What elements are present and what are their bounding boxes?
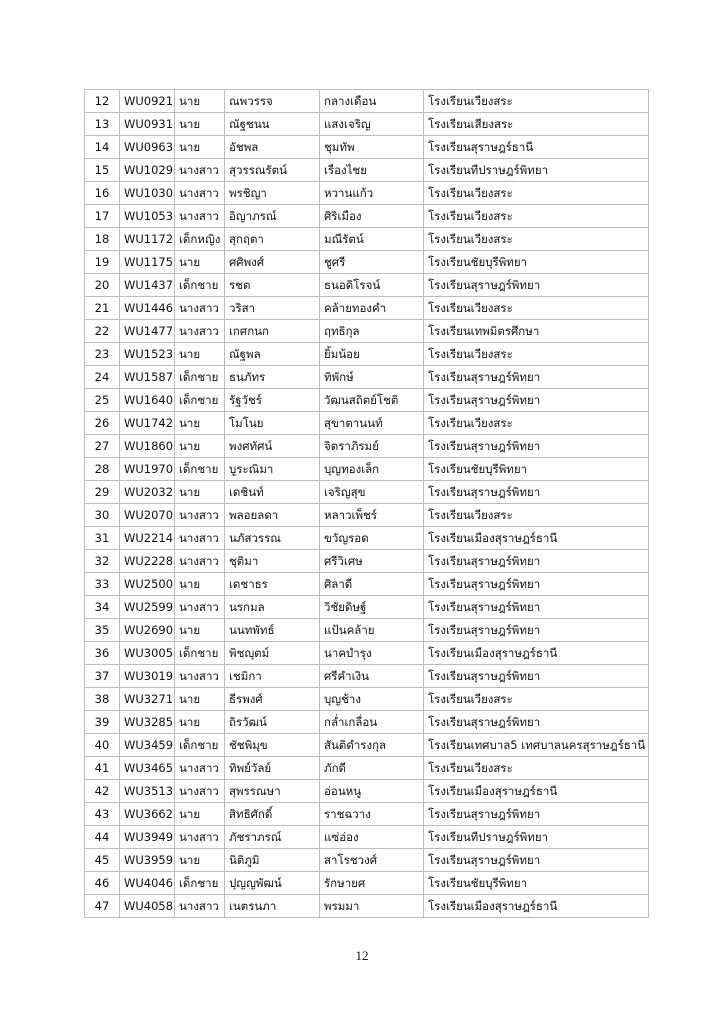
table-row: [85, 159, 649, 182]
row-number-cell: 30: [85, 504, 120, 527]
last-name-cell: ภักดี: [320, 757, 424, 780]
name-title-cell: นาย: [175, 90, 225, 113]
first-name-cell: ณัฐพล: [225, 343, 320, 366]
school-cell: โรงเรียนเทพมิตรศึกษา: [424, 320, 649, 343]
student-id-cell: WU4046: [120, 872, 175, 895]
last-name-cell: ชูศรี: [320, 251, 424, 274]
row-number-cell: 44: [85, 826, 120, 849]
table-row: [85, 205, 649, 228]
school-cell: โรงเรียนสุราษฎร์ธานี: [424, 136, 649, 159]
last-name-cell: ศรีวิเศษ: [320, 550, 424, 573]
last-name-cell: แสงเจริญ: [320, 113, 424, 136]
student-id-cell: WU1970: [120, 458, 175, 481]
first-name-cell: ชุติมา: [225, 550, 320, 573]
last-name-cell: วัฒนสถิตย์โชติ: [320, 389, 424, 412]
table-row: [85, 297, 649, 320]
row-number-cell: 38: [85, 688, 120, 711]
first-name-cell: วริสา: [225, 297, 320, 320]
row-number-cell: 27: [85, 435, 120, 458]
school-cell: โรงเรียนชัยบุรีพิทยา: [424, 458, 649, 481]
student-id-cell: WU1175: [120, 251, 175, 274]
last-name-cell: หลาวเพ็ชร์: [320, 504, 424, 527]
student-id-cell: WU1587: [120, 366, 175, 389]
first-name-cell: อิญาภรณ์: [225, 205, 320, 228]
school-cell: โรงเรียนเวียงสระ: [424, 228, 649, 251]
row-number-cell: 41: [85, 757, 120, 780]
row-number-cell: 21: [85, 297, 120, 320]
school-cell: โรงเรียนสุราษฎร์พิทยา: [424, 711, 649, 734]
school-cell: โรงเรียนทีปราษฎร์พิทยา: [424, 159, 649, 182]
school-cell: โรงเรียนเสียงสระ: [424, 113, 649, 136]
first-name-cell: สุกฤตา: [225, 228, 320, 251]
last-name-cell: กลางเดือน: [320, 90, 424, 113]
last-name-cell: จิตราภิรมย์: [320, 435, 424, 458]
student-id-cell: WU3662: [120, 803, 175, 826]
table-row: [85, 504, 649, 527]
name-title-cell: นางสาว: [175, 826, 225, 849]
row-number-cell: 22: [85, 320, 120, 343]
first-name-cell: พิชญุตม์: [225, 642, 320, 665]
school-cell: โรงเรียนเมืองสุราษฎร์ธานี: [424, 895, 649, 918]
last-name-cell: เรืองไชย: [320, 159, 424, 182]
row-number-cell: 45: [85, 849, 120, 872]
name-title-cell: เด็กชาย: [175, 642, 225, 665]
student-id-cell: WU2214: [120, 527, 175, 550]
row-number-cell: 31: [85, 527, 120, 550]
table-row: [85, 757, 649, 780]
school-cell: โรงเรียนเมืองสุราษฎร์ธานี: [424, 527, 649, 550]
name-title-cell: นาย: [175, 136, 225, 159]
table-row: [85, 320, 649, 343]
student-id-cell: WU2599: [120, 596, 175, 619]
name-title-cell: เด็กชาย: [175, 274, 225, 297]
table-row: [85, 619, 649, 642]
last-name-cell: สันติดำรงกุล: [320, 734, 424, 757]
student-id-cell: WU3513: [120, 780, 175, 803]
last-name-cell: ขวัญรอด: [320, 527, 424, 550]
student-id-cell: WU1523: [120, 343, 175, 366]
row-number-cell: 40: [85, 734, 120, 757]
last-name-cell: ฤทธิกุล: [320, 320, 424, 343]
name-title-cell: เด็กชาย: [175, 872, 225, 895]
school-cell: โรงเรียนสุราษฎร์พิทยา: [424, 573, 649, 596]
table-row: [85, 251, 649, 274]
row-number-cell: 24: [85, 366, 120, 389]
school-cell: โรงเรียนเวียงสระ: [424, 504, 649, 527]
row-number-cell: 26: [85, 412, 120, 435]
row-number-cell: 15: [85, 159, 120, 182]
school-cell: โรงเรียนเมืองสุราษฎร์ธานี: [424, 780, 649, 803]
last-name-cell: บุญทองเล็ก: [320, 458, 424, 481]
name-title-cell: นาย: [175, 688, 225, 711]
last-name-cell: วิชัยดิษฐ์: [320, 596, 424, 619]
table-row: [85, 688, 649, 711]
name-title-cell: นางสาว: [175, 182, 225, 205]
table-row: [85, 734, 649, 757]
name-title-cell: นาย: [175, 113, 225, 136]
first-name-cell: ชัชพิมุข: [225, 734, 320, 757]
school-cell: โรงเรียนเวียงสระ: [424, 343, 649, 366]
name-title-cell: เด็กหญิง: [175, 228, 225, 251]
name-title-cell: นาย: [175, 435, 225, 458]
last-name-cell: ยิ้มน้อย: [320, 343, 424, 366]
school-cell: โรงเรียนเวียงสระ: [424, 688, 649, 711]
student-id-cell: WU3271: [120, 688, 175, 711]
first-name-cell: โมโนย: [225, 412, 320, 435]
row-number-cell: 19: [85, 251, 120, 274]
row-number-cell: 28: [85, 458, 120, 481]
row-number-cell: 32: [85, 550, 120, 573]
last-name-cell: ชุมทัพ: [320, 136, 424, 159]
row-number-cell: 43: [85, 803, 120, 826]
student-id-cell: WU3959: [120, 849, 175, 872]
first-name-cell: สิทธิศักดิ์: [225, 803, 320, 826]
table-row: [85, 550, 649, 573]
name-title-cell: นางสาว: [175, 895, 225, 918]
name-title-cell: นางสาว: [175, 320, 225, 343]
table-row: [85, 780, 649, 803]
last-name-cell: นาคบำรุง: [320, 642, 424, 665]
school-cell: โรงเรียนสุราษฎร์พิทยา: [424, 274, 649, 297]
last-name-cell: ราชฉวาง: [320, 803, 424, 826]
first-name-cell: พงศทัศน์: [225, 435, 320, 458]
school-cell: โรงเรียนเวียงสระ: [424, 205, 649, 228]
table-row: [85, 481, 649, 504]
table-row: [85, 573, 649, 596]
first-name-cell: พลอยลดา: [225, 504, 320, 527]
row-number-cell: 37: [85, 665, 120, 688]
student-id-cell: WU1172: [120, 228, 175, 251]
last-name-cell: สาโรชวงศ์: [320, 849, 424, 872]
student-id-cell: WU1437: [120, 274, 175, 297]
name-title-cell: นางสาว: [175, 297, 225, 320]
name-title-cell: นางสาว: [175, 665, 225, 688]
student-id-cell: WU2032: [120, 481, 175, 504]
last-name-cell: กล่ำเกลื่อน: [320, 711, 424, 734]
school-cell: โรงเรียนชัยบุรีพิทยา: [424, 872, 649, 895]
page-number: 12: [355, 948, 369, 963]
row-number-cell: 16: [85, 182, 120, 205]
student-id-cell: WU2228: [120, 550, 175, 573]
student-id-cell: WU1053: [120, 205, 175, 228]
row-number-cell: 29: [85, 481, 120, 504]
name-title-cell: นางสาว: [175, 757, 225, 780]
first-name-cell: ภัชราภรณ์: [225, 826, 320, 849]
table-row: [85, 458, 649, 481]
first-name-cell: รัฐวัชร์: [225, 389, 320, 412]
last-name-cell: สุขาตานนท์: [320, 412, 424, 435]
first-name-cell: ถิรวัฒน์: [225, 711, 320, 734]
student-id-cell: WU0963: [120, 136, 175, 159]
school-cell: โรงเรียนสุราษฎร์พิทยา: [424, 435, 649, 458]
table-row: [85, 711, 649, 734]
row-number-cell: 35: [85, 619, 120, 642]
school-cell: โรงเรียนสุราษฎร์พิทยา: [424, 849, 649, 872]
last-name-cell: เจริญสุข: [320, 481, 424, 504]
table-row: [85, 182, 649, 205]
student-id-cell: WU0931: [120, 113, 175, 136]
table-row: [85, 895, 649, 918]
table-row: [85, 343, 649, 366]
last-name-cell: แซ่อ่อง: [320, 826, 424, 849]
first-name-cell: ทิพย์วัลย์: [225, 757, 320, 780]
last-name-cell: อ่อนหนู: [320, 780, 424, 803]
name-title-cell: นางสาว: [175, 527, 225, 550]
name-title-cell: เด็กชาย: [175, 366, 225, 389]
table-row: [85, 366, 649, 389]
name-title-cell: นาย: [175, 803, 225, 826]
row-number-cell: 46: [85, 872, 120, 895]
first-name-cell: เชมิกา: [225, 665, 320, 688]
first-name-cell: สุพรรณษา: [225, 780, 320, 803]
student-id-cell: WU1446: [120, 297, 175, 320]
last-name-cell: หวานแก้ว: [320, 182, 424, 205]
school-cell: โรงเรียนทีปราษฎร์พิทยา: [424, 826, 649, 849]
first-name-cell: นภัสวรรณ: [225, 527, 320, 550]
table-row: [85, 274, 649, 297]
student-id-cell: WU3285: [120, 711, 175, 734]
first-name-cell: ศศิพงศ์: [225, 251, 320, 274]
name-title-cell: นาย: [175, 619, 225, 642]
school-cell: โรงเรียนสุราษฎร์พิทยา: [424, 366, 649, 389]
school-cell: โรงเรียนเวียงสระ: [424, 412, 649, 435]
student-id-cell: WU0921: [120, 90, 175, 113]
name-title-cell: นาย: [175, 849, 225, 872]
student-id-cell: WU2070: [120, 504, 175, 527]
last-name-cell: แป้นคล้าย: [320, 619, 424, 642]
student-id-cell: WU1029: [120, 159, 175, 182]
name-title-cell: นาย: [175, 251, 225, 274]
school-cell: โรงเรียนเมืองสุราษฎร์ธานี: [424, 642, 649, 665]
school-cell: โรงเรียนสุราษฎร์พิทยา: [424, 803, 649, 826]
last-name-cell: ธนอดิโรจน์: [320, 274, 424, 297]
school-cell: โรงเรียนเวียงสระ: [424, 182, 649, 205]
row-number-cell: 12: [85, 90, 120, 113]
name-title-cell: นาย: [175, 412, 225, 435]
table-row: [85, 872, 649, 895]
school-cell: โรงเรียนสุราษฎร์พิทยา: [424, 596, 649, 619]
row-number-cell: 20: [85, 274, 120, 297]
row-number-cell: 14: [85, 136, 120, 159]
row-number-cell: 33: [85, 573, 120, 596]
name-title-cell: นาย: [175, 711, 225, 734]
row-number-cell: 23: [85, 343, 120, 366]
last-name-cell: พรมมา: [320, 895, 424, 918]
first-name-cell: สุวรรณรัตน์: [225, 159, 320, 182]
last-name-cell: ศิลาดี: [320, 573, 424, 596]
student-id-cell: WU1640: [120, 389, 175, 412]
row-number-cell: 47: [85, 895, 120, 918]
student-roster-table: [84, 89, 649, 918]
row-number-cell: 17: [85, 205, 120, 228]
row-number-cell: 18: [85, 228, 120, 251]
last-name-cell: บุญช้าง: [320, 688, 424, 711]
first-name-cell: ธนภัทร: [225, 366, 320, 389]
name-title-cell: นาย: [175, 573, 225, 596]
first-name-cell: ปุญญพัฒน์: [225, 872, 320, 895]
first-name-cell: ธีรพงศ์: [225, 688, 320, 711]
table-row: [85, 527, 649, 550]
student-id-cell: WU1742: [120, 412, 175, 435]
row-number-cell: 25: [85, 389, 120, 412]
table-row: [85, 642, 649, 665]
row-number-cell: 13: [85, 113, 120, 136]
first-name-cell: นิติภูมิ: [225, 849, 320, 872]
first-name-cell: เดชินท์: [225, 481, 320, 504]
name-title-cell: นางสาว: [175, 159, 225, 182]
last-name-cell: ศิริเมือง: [320, 205, 424, 228]
school-cell: โรงเรียนเทศบาล5 เทศบาลนครสุราษฎร์ธานี: [424, 734, 649, 757]
student-id-cell: WU3005: [120, 642, 175, 665]
row-number-cell: 34: [85, 596, 120, 619]
first-name-cell: เนตรนภา: [225, 895, 320, 918]
school-cell: โรงเรียนเวียงสระ: [424, 757, 649, 780]
student-id-cell: WU3949: [120, 826, 175, 849]
last-name-cell: มณีรัตน์: [320, 228, 424, 251]
first-name-cell: ณพวรรจ: [225, 90, 320, 113]
student-id-cell: WU3019: [120, 665, 175, 688]
first-name-cell: บูระณิมา: [225, 458, 320, 481]
table-row: [85, 389, 649, 412]
table-row: [85, 90, 649, 113]
row-number-cell: 39: [85, 711, 120, 734]
student-id-cell: WU1860: [120, 435, 175, 458]
name-title-cell: นางสาว: [175, 780, 225, 803]
first-name-cell: พรชิญา: [225, 182, 320, 205]
student-id-cell: WU4058: [120, 895, 175, 918]
first-name-cell: อัชพล: [225, 136, 320, 159]
school-cell: โรงเรียนสุราษฎร์พิทยา: [424, 550, 649, 573]
first-name-cell: เดชาธร: [225, 573, 320, 596]
school-cell: โรงเรียนสุราษฎร์พิทยา: [424, 665, 649, 688]
student-id-cell: WU3465: [120, 757, 175, 780]
first-name-cell: เกศกนก: [225, 320, 320, 343]
name-title-cell: นางสาว: [175, 205, 225, 228]
last-name-cell: ศรีคำเงิน: [320, 665, 424, 688]
table-row: [85, 412, 649, 435]
name-title-cell: นางสาว: [175, 596, 225, 619]
table-row: [85, 228, 649, 251]
table-row: [85, 826, 649, 849]
name-title-cell: นาย: [175, 481, 225, 504]
first-name-cell: นรกมล: [225, 596, 320, 619]
row-number-cell: 36: [85, 642, 120, 665]
student-id-cell: WU1477: [120, 320, 175, 343]
table-row: [85, 435, 649, 458]
school-cell: โรงเรียนสุราษฎร์พิทยา: [424, 619, 649, 642]
student-id-cell: WU2690: [120, 619, 175, 642]
row-number-cell: 42: [85, 780, 120, 803]
name-title-cell: นางสาว: [175, 550, 225, 573]
student-id-cell: WU1030: [120, 182, 175, 205]
school-cell: โรงเรียนสุราษฎร์พิทยา: [424, 389, 649, 412]
table-row: [85, 113, 649, 136]
table-row: [85, 136, 649, 159]
student-id-cell: WU3459: [120, 734, 175, 757]
name-title-cell: นางสาว: [175, 504, 225, 527]
last-name-cell: ทิพักษ์: [320, 366, 424, 389]
school-cell: โรงเรียนเวียงสระ: [424, 90, 649, 113]
last-name-cell: รักษายศ: [320, 872, 424, 895]
school-cell: โรงเรียนชัยบุรีพิทยา: [424, 251, 649, 274]
name-title-cell: เด็กชาย: [175, 389, 225, 412]
last-name-cell: คล้ายทองคำ: [320, 297, 424, 320]
first-name-cell: นนทพัทธ์: [225, 619, 320, 642]
school-cell: โรงเรียนเวียงสระ: [424, 297, 649, 320]
name-title-cell: เด็กชาย: [175, 734, 225, 757]
first-name-cell: ณัฐชนน: [225, 113, 320, 136]
first-name-cell: รชต: [225, 274, 320, 297]
table-row: [85, 665, 649, 688]
student-id-cell: WU2500: [120, 573, 175, 596]
name-title-cell: เด็กชาย: [175, 458, 225, 481]
name-title-cell: นาย: [175, 343, 225, 366]
table-row: [85, 849, 649, 872]
school-cell: โรงเรียนสุราษฎร์พิทยา: [424, 481, 649, 504]
table-row: [85, 596, 649, 619]
roster-body: [85, 90, 649, 918]
table-row: [85, 803, 649, 826]
